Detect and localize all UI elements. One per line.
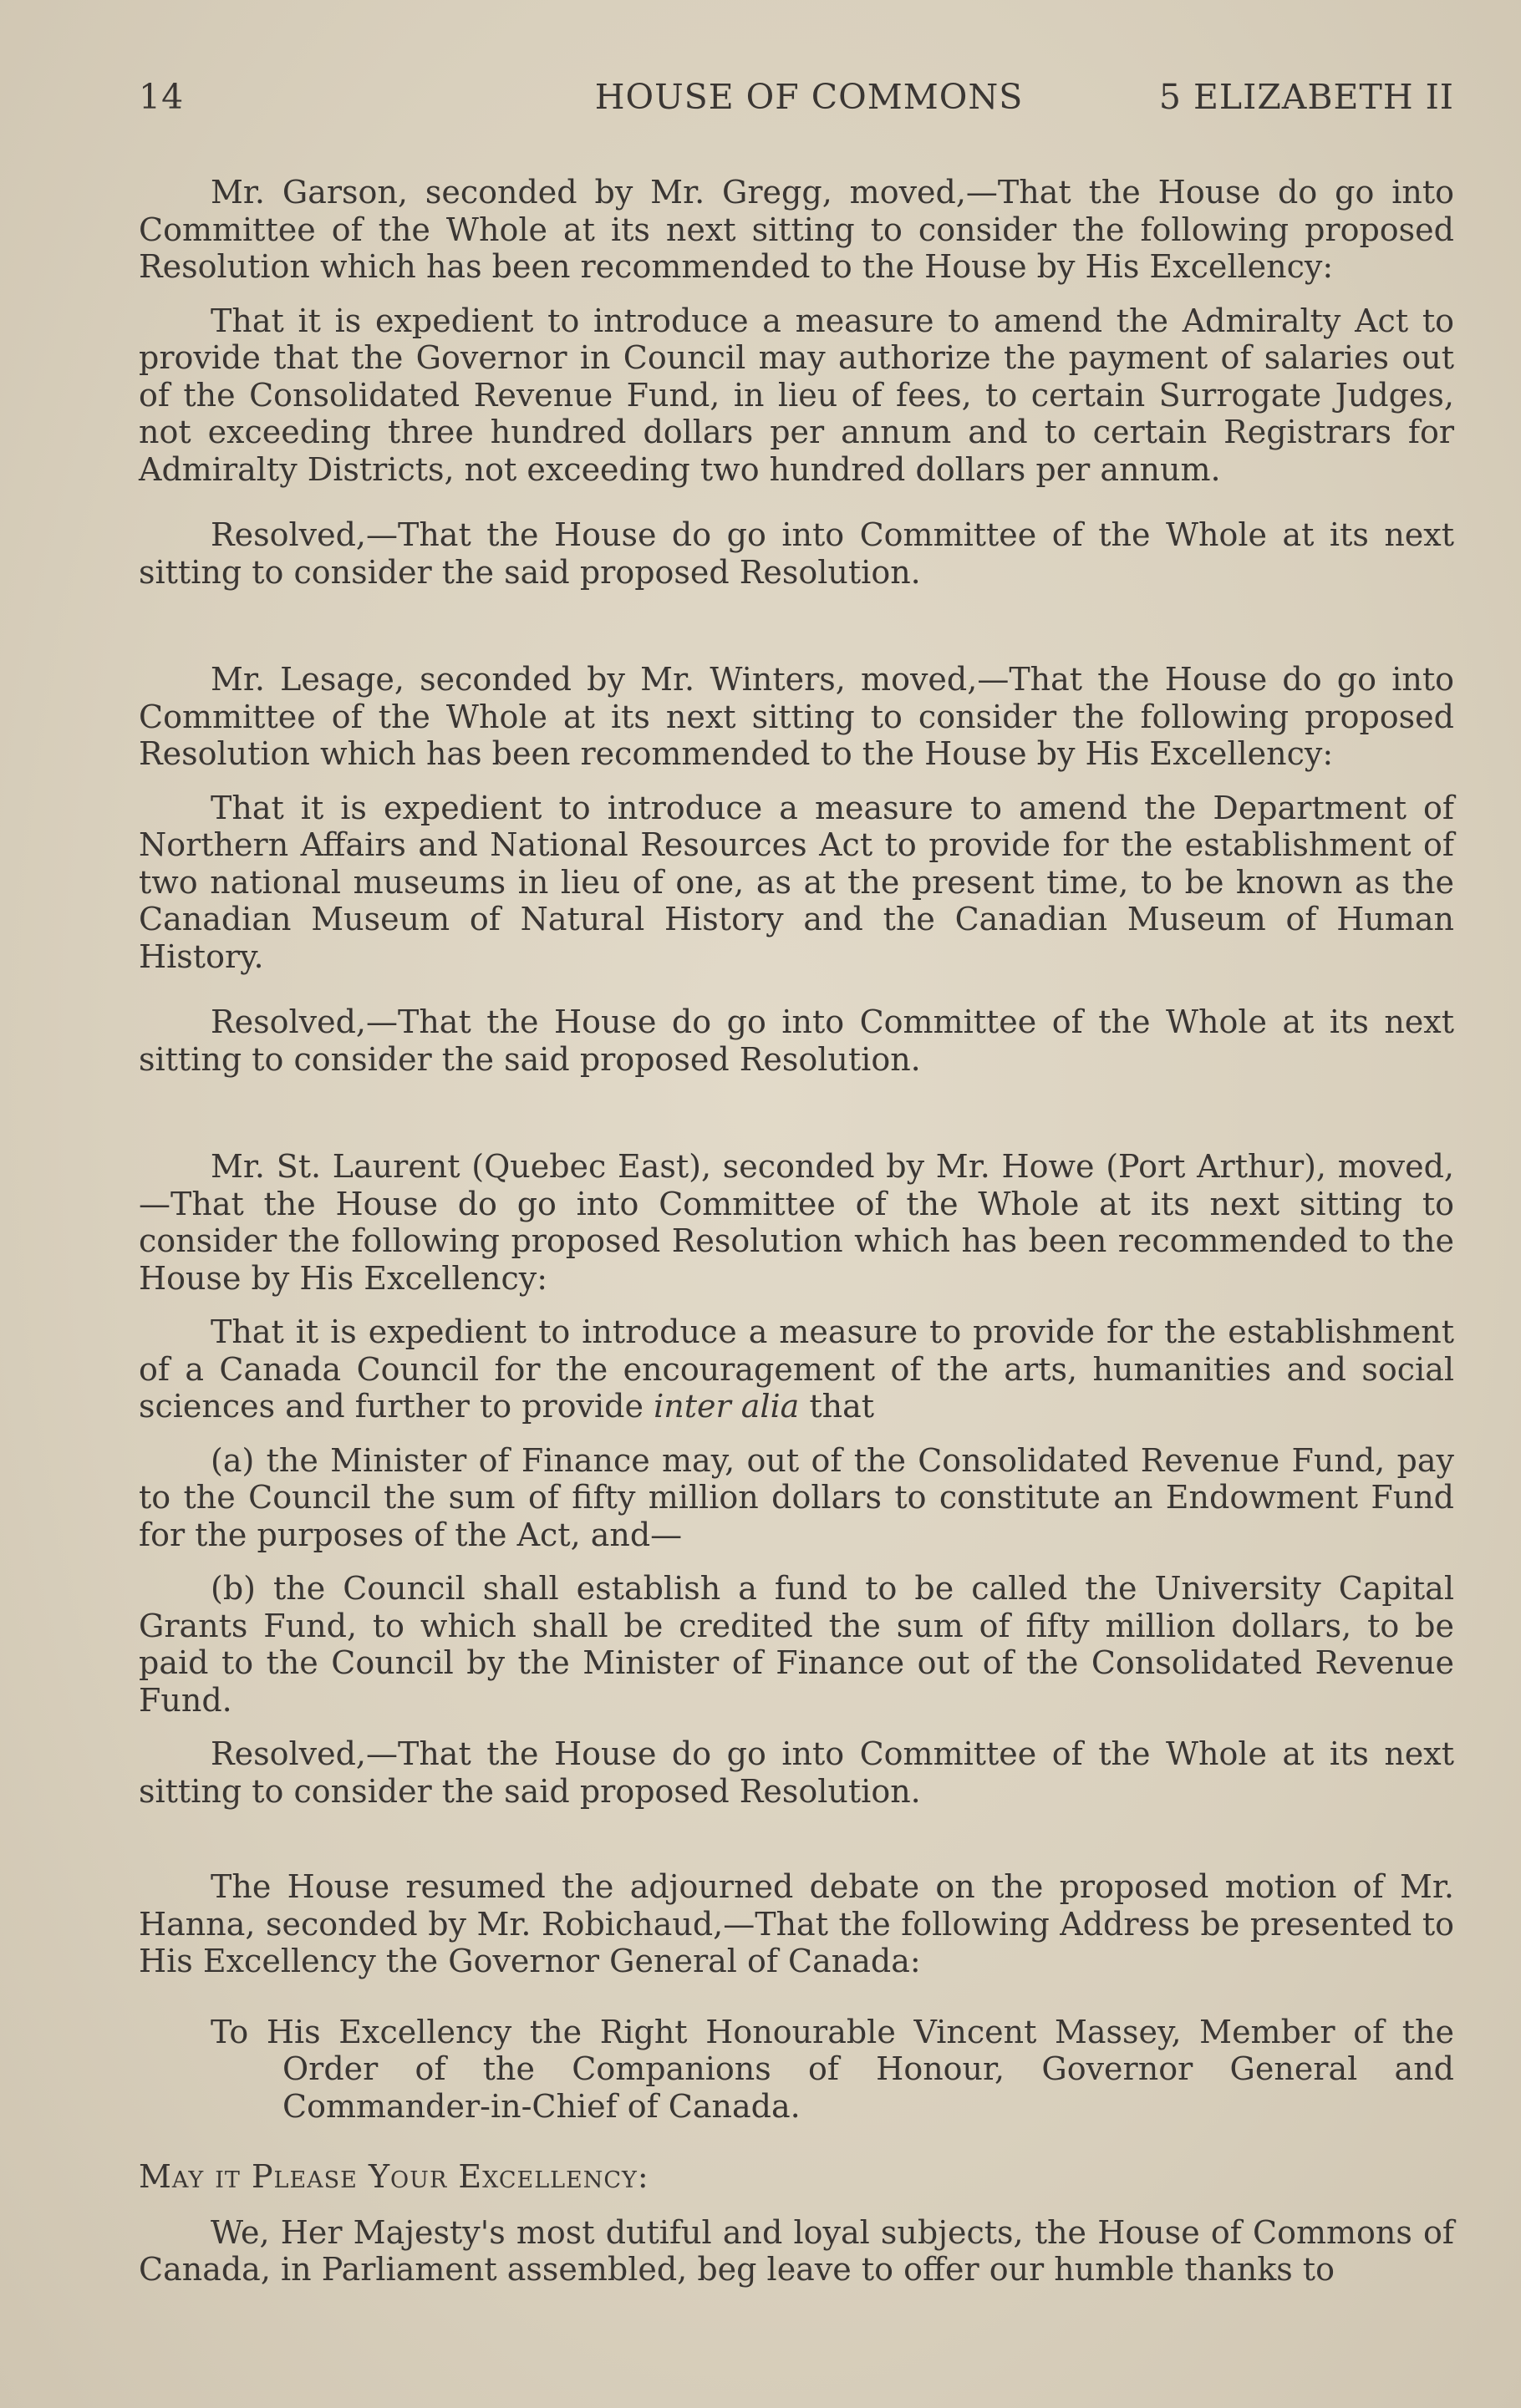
stlaurent-resolution-italic: inter alia — [654, 1388, 800, 1425]
stlaurent-resolution-paragraph — [139, 1313, 1454, 1425]
garson-resolution-paragraph: That it is expedient to introduce a measure to amend the Admiralty Act to provide that the Governor in Council may authorize the payment of salaries out of the Consolidated Revenue Fund, in lieu of fees, to certain Surrogate Judges, not exceeding three hundred dollars per annum and to certain Registrars for Admiralty Districts, not exceeding two hundred dollars per annum. — [139, 302, 1454, 488]
stlaurent-item-b: (b) the Council shall establish a fund to be called the University Capital Grants Fund, to which shall be credited the sum of fifty million dollars, to be paid to the Council by the Minister of Finance out of the Consolidated Revenue Fund. — [139, 1570, 1454, 1719]
address-to-paragraph: To His Excellency the Right Honourable Vincent Massey, Member of the Order of the Companions of Honour, Governor General and Commander-in-Chief of Canada. — [211, 2013, 1454, 2125]
running-header — [139, 77, 1454, 120]
stlaurent-resolution-pre: That it is expedient to introduce a measure to provide for the establishment of a Canada Council for the encouragement of the arts, humanities and social sciences and further to provide — [139, 1313, 1454, 1425]
garson-motion-paragraph: Mr. Garson, seconded by Mr. Gregg, moved,—That the House do go into Committee of the Whole at its next sitting to consider the following proposed Resolution which has been recommended to the House by His Excellency: — [139, 174, 1454, 285]
salutation-line: May it Please Your Excellency: — [139, 2158, 649, 2195]
document-body — [139, 174, 1454, 2289]
page-number: 14 — [139, 77, 185, 117]
header-session: 5 ELIZABETH II — [1158, 77, 1454, 117]
debate-resumed-paragraph: The House resumed the adjourned debate on the proposed motion of Mr. Hanna, seconded by Mr. Robichaud,—That the following Address be presented to His Excellency the Governor General of Canada: — [139, 1868, 1454, 1979]
stlaurent-motion-paragraph: Mr. St. Laurent (Quebec East), seconded by Mr. Howe (Port Arthur), moved,—That the House do go into Committee of the Whole at its next sitting to consider the following proposed Resolution which has been recommended to the House by His Excellency: — [139, 1148, 1454, 1297]
lesage-resolved-paragraph: Resolved,—That the House do go into Committee of the Whole at its next sitting to consider the said proposed Resolution. — [139, 1003, 1454, 1078]
stlaurent-resolved-paragraph: Resolved,—That the House do go into Committee of the Whole at its next sitting to consider the said proposed Resolution. — [139, 1735, 1454, 1810]
address-body-paragraph: We, Her Majesty's most dutiful and loyal subjects, the House of Commons of Canada, in Parliament assembled, beg leave to offer our humble thanks to — [139, 2213, 1454, 2288]
lesage-resolution-paragraph: That it is expedient to introduce a measure to amend the Department of Northern Affairs and National Resources Act to provide for the establishment of two national museums in lieu of one, as at the present time, to be known as the Canadian Museum of Natural History and the Canadian Museum of Human History. — [139, 789, 1454, 975]
stlaurent-item-a: (a) the Minister of Finance may, out of the Consolidated Revenue Fund, pay to the Council the sum of fifty million dollars to constitute an Endowment Fund for the purposes of the Act, and— — [139, 1441, 1454, 1553]
header-title: HOUSE OF COMMONS — [594, 77, 1024, 117]
stlaurent-resolution-post: that — [799, 1388, 875, 1425]
lesage-motion-paragraph: Mr. Lesage, seconded by Mr. Winters, moved,—That the House do go into Committee of the Whole at its next sitting to consider the following proposed Resolution which has been recommended to the House by His Excellency: — [139, 661, 1454, 772]
garson-resolved-paragraph: Resolved,—That the House do go into Committee of the Whole at its next sitting to consider the said proposed Resolution. — [139, 516, 1454, 591]
